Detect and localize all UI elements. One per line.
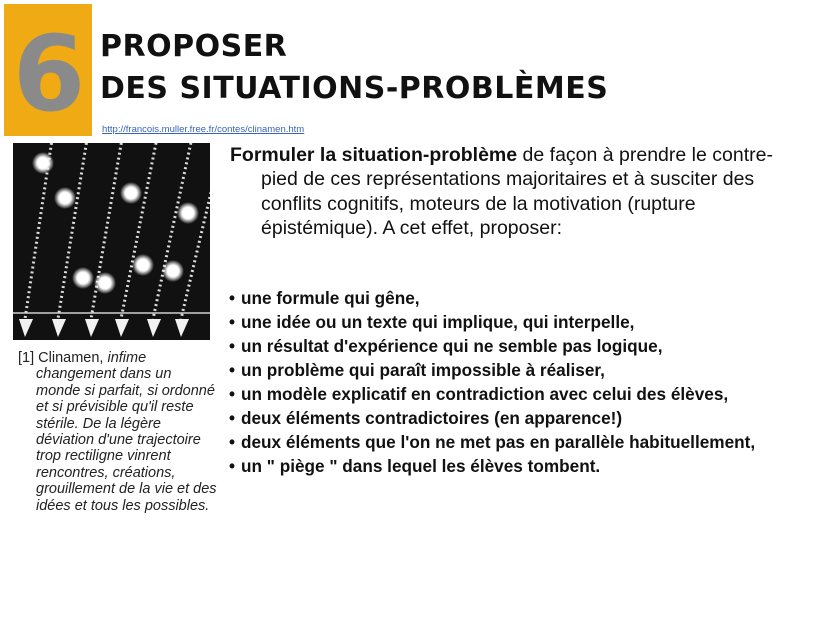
chapter-number: 6 [12, 13, 84, 135]
chapter-number-badge [4, 4, 92, 136]
list-item: • une formule qui gêne, [229, 288, 420, 308]
atom-core-icon [78, 273, 89, 284]
list-item: • deux éléments contradictoires (en apparence!) [229, 407, 623, 428]
intro-text: de façon à prendre le contre-pied de ces représentations majoritaires et à susciter des conflits cognitifs, moteurs de la motivation (rupture épistémique). A cet effet, proposer: [261, 144, 773, 240]
falling-atoms-image [13, 143, 210, 340]
bullet-icon: • [229, 383, 236, 404]
bullet-icon: • [229, 359, 236, 380]
bullet-icon: • [229, 407, 236, 428]
arrowhead-icon [52, 319, 66, 337]
arrowhead-icon [19, 319, 33, 337]
arrowhead-icon [115, 319, 129, 337]
caption-ref: [1] Clinamen, [18, 350, 104, 366]
atom-core-icon [100, 278, 111, 289]
intro-bold-lead: Formuler la situation-problème [230, 144, 518, 166]
atom-core-icon [168, 266, 179, 277]
title-line-1: PROPOSER [100, 29, 288, 64]
atom-core-icon [138, 260, 149, 271]
figure-caption [18, 350, 218, 514]
page-title [100, 26, 608, 110]
trajectory-line [181, 163, 210, 319]
trajectory-line [121, 143, 158, 319]
trajectory-line [58, 143, 88, 319]
list-item: • un résultat d'expérience qui ne semble pas logique, [229, 335, 663, 356]
atom-core-icon [60, 193, 71, 204]
bullet-icon: • [229, 455, 236, 476]
arrowhead-icon [147, 319, 161, 337]
source-link[interactable]: http://francois.muller.free.fr/contes/clinamen.htm [102, 124, 305, 135]
list-item: • un modèle explicatif en contradiction avec celui des élèves, [229, 383, 729, 404]
atom-core-icon [38, 158, 49, 169]
bullet-icon: • [229, 311, 236, 332]
intro-paragraph [230, 143, 796, 241]
title-line-2: DES SITUATIONS-PROBLÈMES [100, 71, 609, 106]
bullet-icon: • [229, 288, 236, 308]
arrowhead-icon [175, 319, 189, 337]
arrowhead-icon [85, 319, 99, 337]
list-item: • deux éléments que l'on ne met pas en parallèle habituellement, [229, 431, 756, 452]
list-item: • une idée ou un texte qui implique, qui interpelle, [229, 311, 635, 332]
trajectory-line [153, 143, 193, 319]
atom-core-icon [126, 188, 137, 199]
clinamen-illustration [13, 143, 210, 340]
proposal-list [229, 287, 809, 479]
atom-core-icon [183, 208, 194, 219]
caption-text: infime changement dans un monde si parfait, si ordonné et si prévisible qu'il reste stérile. De la légère déviation d'une trajectoire trop rectiligne vinrent rencontres, créations, grouillement de la vie et des idées et tous les possibles. [36, 350, 217, 514]
list-item: • un " piège " dans lequel les élèves tombent. [229, 455, 601, 476]
list-item: • un problème qui paraît impossible à réaliser, [229, 359, 605, 380]
bullet-icon: • [229, 431, 236, 452]
bullet-icon: • [229, 335, 236, 356]
